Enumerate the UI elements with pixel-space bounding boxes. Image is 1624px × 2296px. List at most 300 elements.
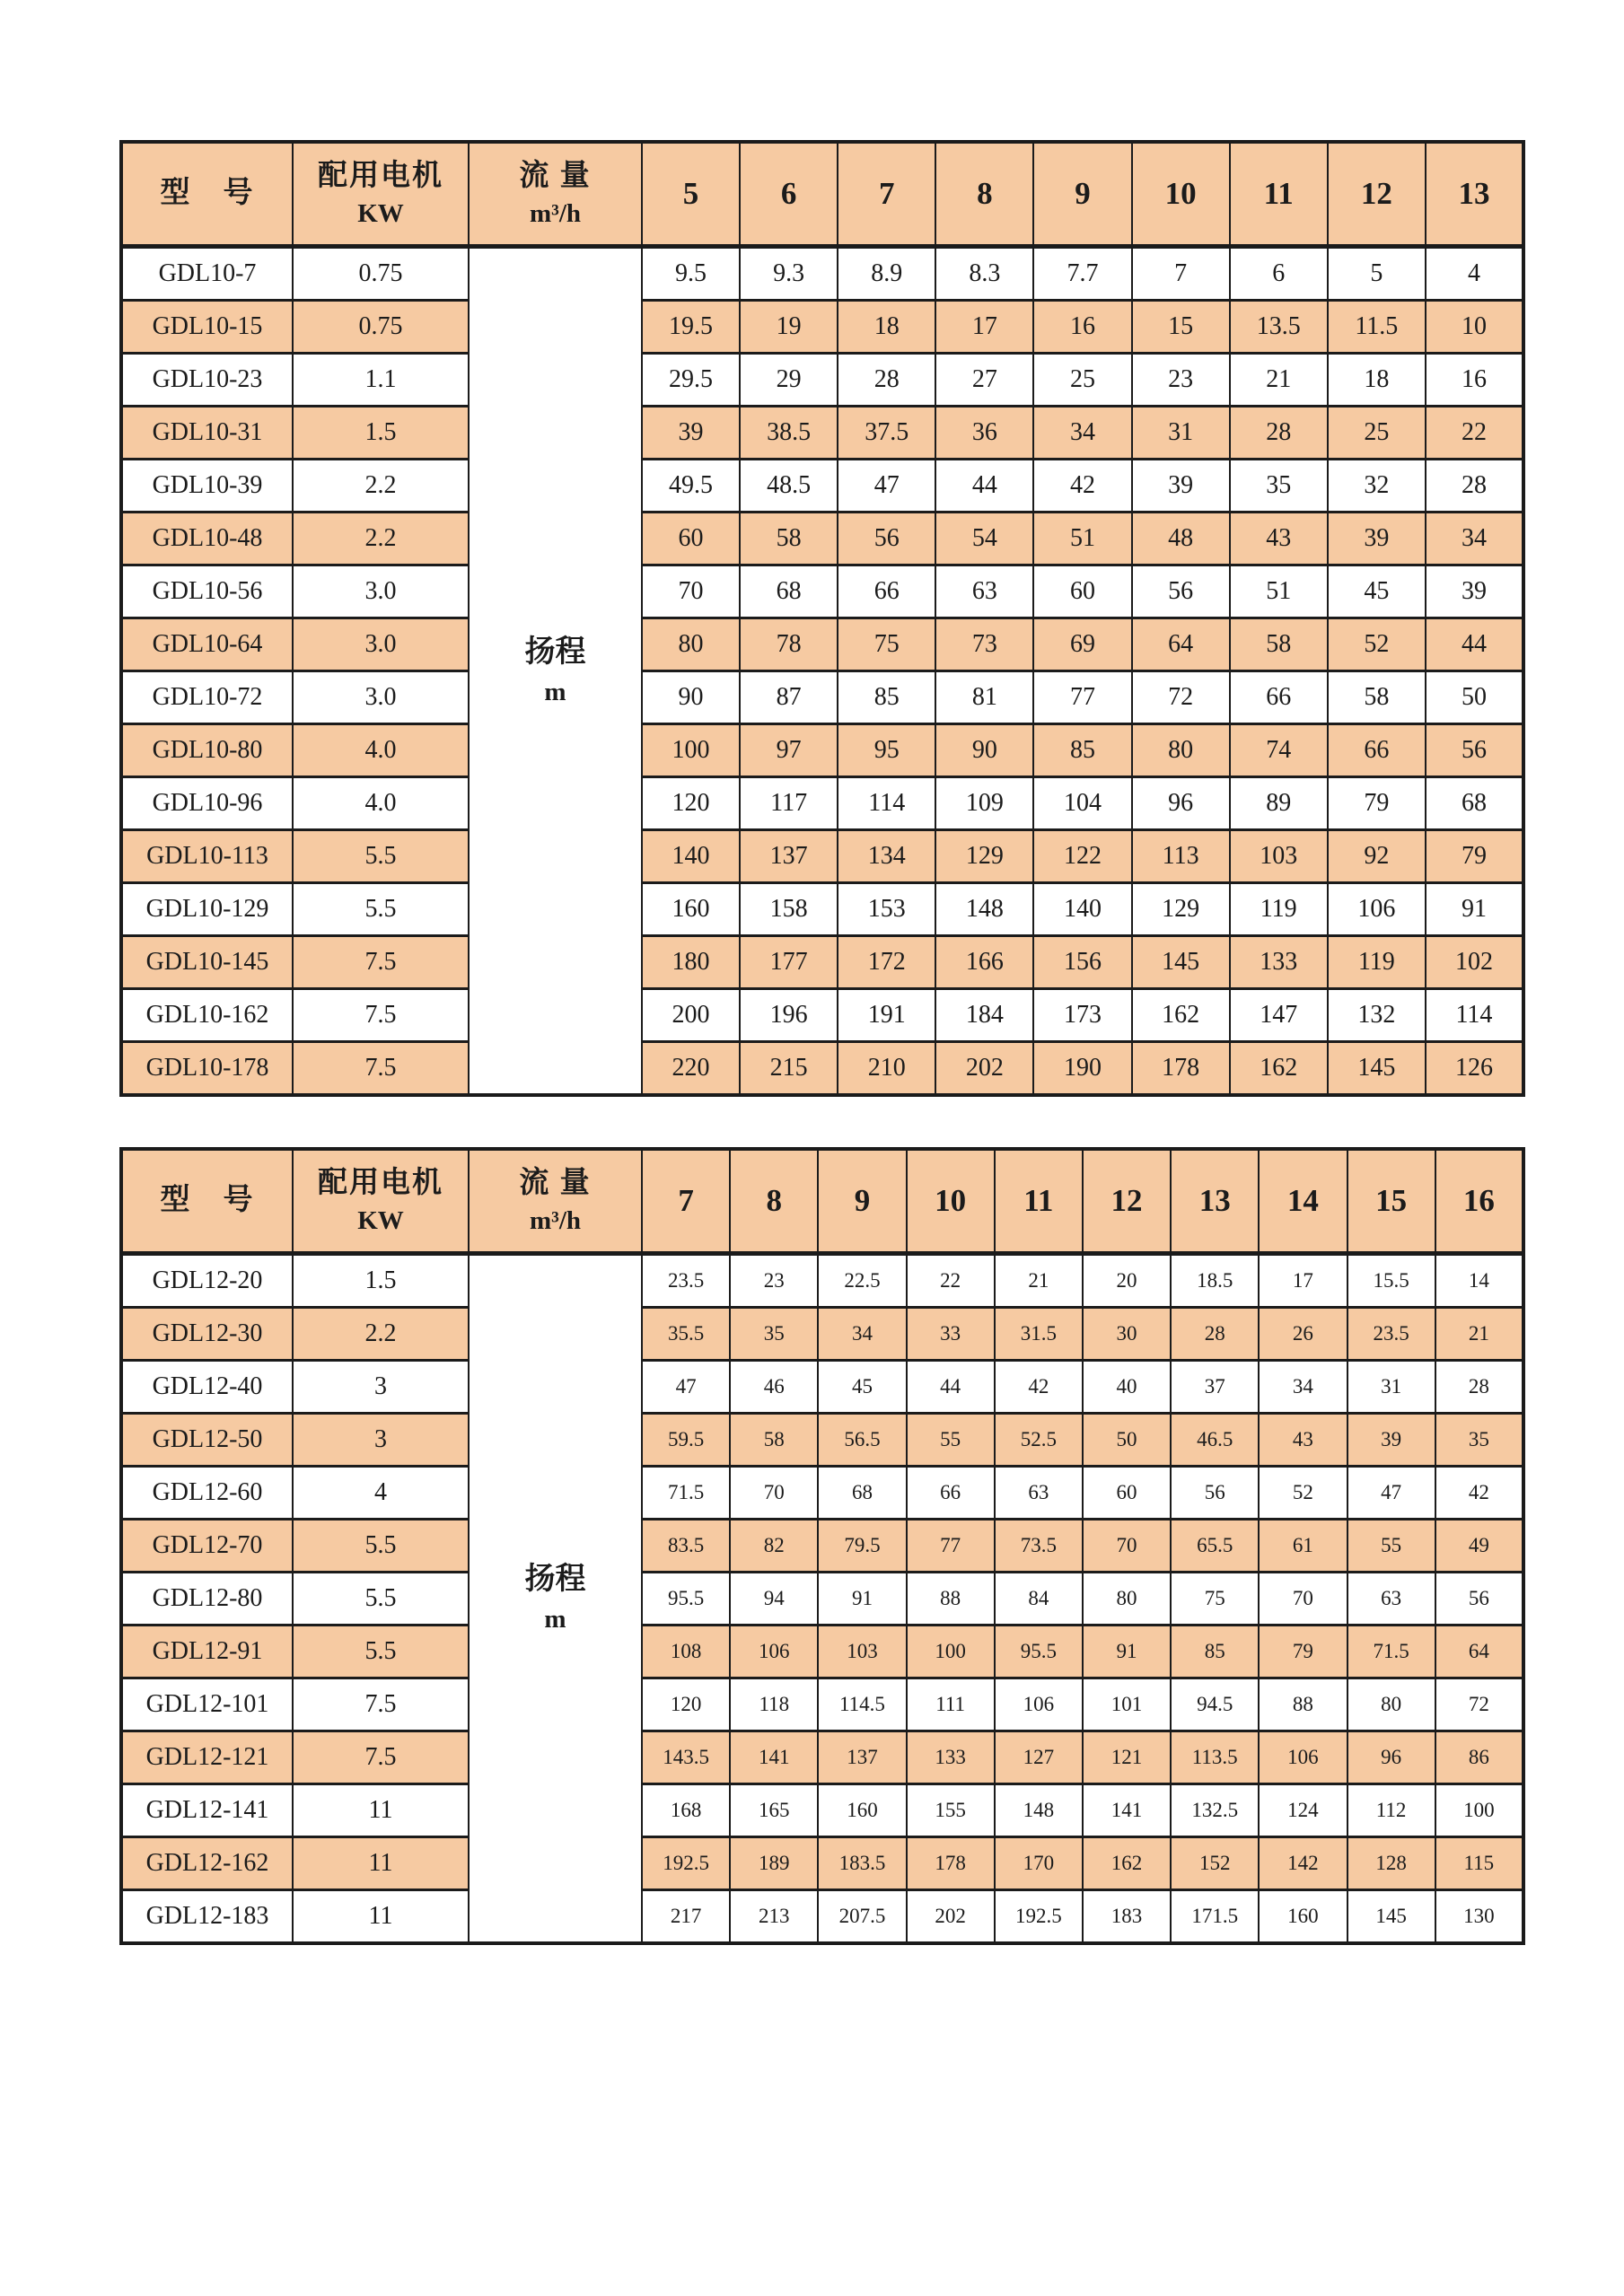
- flow-col-header: 12: [1083, 1149, 1171, 1254]
- value-cell: 10: [1426, 301, 1523, 354]
- value-cell: 61: [1259, 1520, 1347, 1573]
- value-cell: 90: [642, 671, 740, 724]
- table-row: [121, 1731, 1523, 1784]
- model-cell: GDL10-129: [121, 883, 293, 936]
- value-cell: 147: [1230, 989, 1328, 1042]
- value-cell: 17: [935, 301, 1033, 354]
- model-cell: GDL12-60: [121, 1467, 293, 1520]
- value-cell: 217: [642, 1890, 730, 1944]
- value-cell: 58: [1328, 671, 1426, 724]
- motor-header-cell: [293, 142, 469, 247]
- model-cell: GDL10-39: [121, 460, 293, 513]
- value-cell: 66: [907, 1467, 995, 1520]
- value-cell: 14: [1435, 1254, 1523, 1308]
- value-cell: 30: [1083, 1308, 1171, 1361]
- value-cell: 43: [1230, 513, 1328, 565]
- value-cell: 18.5: [1171, 1254, 1259, 1308]
- value-cell: 103: [1230, 830, 1328, 883]
- value-cell: 22: [1426, 407, 1523, 460]
- value-cell: 165: [730, 1784, 818, 1837]
- flow-col-header: 12: [1328, 142, 1426, 247]
- value-cell: 44: [935, 460, 1033, 513]
- value-cell: 18: [1328, 354, 1426, 407]
- value-cell: 162: [1132, 989, 1230, 1042]
- value-cell: 94.5: [1171, 1678, 1259, 1731]
- value-cell: 22.5: [818, 1254, 906, 1308]
- value-cell: 79: [1426, 830, 1523, 883]
- value-cell: 126: [1426, 1042, 1523, 1096]
- model-cell: GDL10-48: [121, 513, 293, 565]
- flow-header-label: 流 量: [519, 1166, 592, 1199]
- model-cell: GDL12-80: [121, 1573, 293, 1626]
- value-cell: 95.5: [995, 1626, 1083, 1678]
- value-cell: 160: [818, 1784, 906, 1837]
- value-cell: 39: [1347, 1414, 1435, 1467]
- value-cell: 60: [1033, 565, 1131, 618]
- value-cell: 162: [1230, 1042, 1328, 1096]
- value-cell: 28: [1435, 1361, 1523, 1414]
- header-row: [121, 1149, 1523, 1254]
- kw-cell: 5.5: [293, 1626, 469, 1678]
- kw-cell: 5.5: [293, 830, 469, 883]
- value-cell: 119: [1328, 936, 1426, 989]
- value-cell: 35: [1230, 460, 1328, 513]
- model-header-cell: [121, 1149, 293, 1254]
- value-cell: 88: [907, 1573, 995, 1626]
- model-cell: GDL10-145: [121, 936, 293, 989]
- table-row: [121, 1308, 1523, 1361]
- value-cell: 68: [818, 1467, 906, 1520]
- value-cell: 39: [1426, 565, 1523, 618]
- value-cell: 152: [1171, 1837, 1259, 1890]
- lift-label-line1: 扬程: [524, 635, 586, 669]
- value-cell: 127: [995, 1731, 1083, 1784]
- value-cell: 134: [838, 830, 935, 883]
- value-cell: 51: [1230, 565, 1328, 618]
- value-cell: 56.5: [818, 1414, 906, 1467]
- value-cell: 43: [1259, 1414, 1347, 1467]
- value-cell: 34: [1426, 513, 1523, 565]
- value-cell: 85: [1171, 1626, 1259, 1678]
- value-cell: 15: [1132, 301, 1230, 354]
- value-cell: 18: [838, 301, 935, 354]
- kw-cell: 1.5: [293, 1254, 469, 1308]
- value-cell: 58: [740, 513, 838, 565]
- model-cell: GDL10-178: [121, 1042, 293, 1096]
- value-cell: 49: [1435, 1520, 1523, 1573]
- kw-cell: 3: [293, 1361, 469, 1414]
- kw-cell: 1.1: [293, 354, 469, 407]
- value-cell: 25: [1033, 354, 1131, 407]
- kw-cell: 2.2: [293, 1308, 469, 1361]
- flow-col-header: 11: [995, 1149, 1083, 1254]
- kw-cell: 3: [293, 1414, 469, 1467]
- value-cell: 77: [1033, 671, 1131, 724]
- flow-col-header: 8: [730, 1149, 818, 1254]
- value-cell: 9.3: [740, 247, 838, 301]
- model-cell: GDL10-31: [121, 407, 293, 460]
- value-cell: 28: [1230, 407, 1328, 460]
- value-cell: 58: [1230, 618, 1328, 671]
- value-cell: 140: [1033, 883, 1131, 936]
- value-cell: 42: [1435, 1467, 1523, 1520]
- value-cell: 91: [818, 1573, 906, 1626]
- value-cell: 33: [907, 1308, 995, 1361]
- model-cell: GDL10-162: [121, 989, 293, 1042]
- model-header-cell: [121, 142, 293, 247]
- gdl10-spec-table: [119, 140, 1525, 1097]
- value-cell: 137: [740, 830, 838, 883]
- value-cell: 26: [1259, 1308, 1347, 1361]
- model-cell: GDL12-162: [121, 1837, 293, 1890]
- value-cell: 191: [838, 989, 935, 1042]
- kw-cell: 11: [293, 1890, 469, 1944]
- value-cell: 160: [1259, 1890, 1347, 1944]
- value-cell: 25: [1328, 407, 1426, 460]
- value-cell: 34: [818, 1308, 906, 1361]
- value-cell: 94: [730, 1573, 818, 1626]
- value-cell: 48.5: [740, 460, 838, 513]
- value-cell: 64: [1435, 1626, 1523, 1678]
- lift-label-cell: [469, 1254, 642, 1944]
- value-cell: 63: [935, 565, 1033, 618]
- value-cell: 82: [730, 1520, 818, 1573]
- kw-cell: 1.5: [293, 407, 469, 460]
- motor-header-unit: KW: [357, 1206, 404, 1236]
- value-cell: 83.5: [642, 1520, 730, 1573]
- value-cell: 73.5: [995, 1520, 1083, 1573]
- value-cell: 168: [642, 1784, 730, 1837]
- value-cell: 100: [1435, 1784, 1523, 1837]
- value-cell: 108: [642, 1626, 730, 1678]
- value-cell: 183.5: [818, 1837, 906, 1890]
- value-cell: 106: [730, 1626, 818, 1678]
- model-cell: GDL12-183: [121, 1890, 293, 1944]
- value-cell: 44: [907, 1361, 995, 1414]
- value-cell: 143.5: [642, 1731, 730, 1784]
- value-cell: 115: [1435, 1837, 1523, 1890]
- table-row: [121, 247, 1523, 301]
- value-cell: 129: [1132, 883, 1230, 936]
- value-cell: 166: [935, 936, 1033, 989]
- value-cell: 113.5: [1171, 1731, 1259, 1784]
- value-cell: 29.5: [642, 354, 740, 407]
- value-cell: 145: [1132, 936, 1230, 989]
- lift-label-line1: 扬程: [524, 1563, 586, 1597]
- value-cell: 90: [935, 724, 1033, 777]
- value-cell: 213: [730, 1890, 818, 1944]
- table-row: [121, 724, 1523, 777]
- value-cell: 21: [1230, 354, 1328, 407]
- value-cell: 89: [1230, 777, 1328, 830]
- value-cell: 133: [907, 1731, 995, 1784]
- model-cell: GDL10-23: [121, 354, 293, 407]
- value-cell: 31: [1347, 1361, 1435, 1414]
- value-cell: 55: [907, 1414, 995, 1467]
- value-cell: 40: [1083, 1361, 1171, 1414]
- value-cell: 106: [995, 1678, 1083, 1731]
- value-cell: 189: [730, 1837, 818, 1890]
- value-cell: 52: [1328, 618, 1426, 671]
- value-cell: 114: [1426, 989, 1523, 1042]
- value-cell: 133: [1230, 936, 1328, 989]
- table-row: [121, 354, 1523, 407]
- value-cell: 117: [740, 777, 838, 830]
- value-cell: 202: [907, 1890, 995, 1944]
- model-cell: GDL12-141: [121, 1784, 293, 1837]
- value-cell: 113: [1132, 830, 1230, 883]
- value-cell: 78: [740, 618, 838, 671]
- value-cell: 13.5: [1230, 301, 1328, 354]
- model-cell: GDL10-64: [121, 618, 293, 671]
- table-row: [121, 830, 1523, 883]
- kw-cell: 7.5: [293, 936, 469, 989]
- value-cell: 91: [1426, 883, 1523, 936]
- value-cell: 80: [1132, 724, 1230, 777]
- value-cell: 34: [1259, 1361, 1347, 1414]
- motor-header-unit: KW: [357, 199, 404, 229]
- value-cell: 156: [1033, 936, 1131, 989]
- value-cell: 210: [838, 1042, 935, 1096]
- value-cell: 37: [1171, 1361, 1259, 1414]
- value-cell: 46.5: [1171, 1414, 1259, 1467]
- flow-col-header: 10: [907, 1149, 995, 1254]
- value-cell: 23.5: [642, 1254, 730, 1308]
- value-cell: 9.5: [642, 247, 740, 301]
- value-cell: 42: [995, 1361, 1083, 1414]
- value-cell: 77: [907, 1520, 995, 1573]
- flow-col-header: 11: [1230, 142, 1328, 247]
- kw-cell: 11: [293, 1784, 469, 1837]
- value-cell: 72: [1435, 1678, 1523, 1731]
- value-cell: 81: [935, 671, 1033, 724]
- value-cell: 88: [1259, 1678, 1347, 1731]
- value-cell: 5: [1328, 247, 1426, 301]
- value-cell: 87: [740, 671, 838, 724]
- value-cell: 173: [1033, 989, 1131, 1042]
- value-cell: 180: [642, 936, 740, 989]
- value-cell: 39: [642, 407, 740, 460]
- kw-cell: 5.5: [293, 1573, 469, 1626]
- kw-cell: 5.5: [293, 1520, 469, 1573]
- value-cell: 17: [1259, 1254, 1347, 1308]
- value-cell: 71.5: [642, 1467, 730, 1520]
- value-cell: 63: [1347, 1573, 1435, 1626]
- value-cell: 56: [1435, 1573, 1523, 1626]
- value-cell: 85: [1033, 724, 1131, 777]
- value-cell: 70: [1259, 1573, 1347, 1626]
- flow-col-header: 6: [740, 142, 838, 247]
- value-cell: 19.5: [642, 301, 740, 354]
- motor-header-cell: [293, 1149, 469, 1254]
- kw-cell: 3.0: [293, 565, 469, 618]
- kw-cell: 3.0: [293, 618, 469, 671]
- value-cell: 142: [1259, 1837, 1347, 1890]
- value-cell: 8.3: [935, 247, 1033, 301]
- value-cell: 38.5: [740, 407, 838, 460]
- flow-header-unit: m³/h: [529, 199, 582, 229]
- value-cell: 153: [838, 883, 935, 936]
- value-cell: 121: [1083, 1731, 1171, 1784]
- motor-header-label: 配用电机: [318, 1166, 443, 1199]
- value-cell: 79: [1259, 1626, 1347, 1678]
- value-cell: 190: [1033, 1042, 1131, 1096]
- value-cell: 21: [1435, 1308, 1523, 1361]
- model-header-label: 型 号: [160, 1184, 255, 1217]
- kw-cell: 3.0: [293, 671, 469, 724]
- value-cell: 55: [1347, 1520, 1435, 1573]
- value-cell: 80: [1347, 1678, 1435, 1731]
- value-cell: 39: [1328, 513, 1426, 565]
- flow-col-header: 9: [818, 1149, 906, 1254]
- motor-header-label: 配用电机: [318, 159, 443, 192]
- value-cell: 22: [907, 1254, 995, 1308]
- value-cell: 21: [995, 1254, 1083, 1308]
- flow-header-cell: [469, 1149, 642, 1254]
- value-cell: 32: [1328, 460, 1426, 513]
- value-cell: 16: [1033, 301, 1131, 354]
- flow-col-header: 7: [642, 1149, 730, 1254]
- value-cell: 64: [1132, 618, 1230, 671]
- value-cell: 35.5: [642, 1308, 730, 1361]
- table-row: [121, 883, 1523, 936]
- value-cell: 16: [1426, 354, 1523, 407]
- value-cell: 170: [995, 1837, 1083, 1890]
- value-cell: 137: [818, 1731, 906, 1784]
- lift-label-line2: m: [544, 677, 566, 706]
- model-cell: GDL10-15: [121, 301, 293, 354]
- kw-cell: 5.5: [293, 883, 469, 936]
- value-cell: 20: [1083, 1254, 1171, 1308]
- value-cell: 74: [1230, 724, 1328, 777]
- value-cell: 8.9: [838, 247, 935, 301]
- value-cell: 44: [1426, 618, 1523, 671]
- value-cell: 70: [642, 565, 740, 618]
- value-cell: 119: [1230, 883, 1328, 936]
- value-cell: 47: [1347, 1467, 1435, 1520]
- value-cell: 120: [642, 1678, 730, 1731]
- kw-cell: 7.5: [293, 1042, 469, 1096]
- value-cell: 70: [730, 1467, 818, 1520]
- table-row: [121, 1573, 1523, 1626]
- model-cell: GDL12-91: [121, 1626, 293, 1678]
- value-cell: 114.5: [818, 1678, 906, 1731]
- value-cell: 29: [740, 354, 838, 407]
- value-cell: 111: [907, 1678, 995, 1731]
- value-cell: 28: [838, 354, 935, 407]
- value-cell: 35: [1435, 1414, 1523, 1467]
- model-cell: GDL10-7: [121, 247, 293, 301]
- value-cell: 50: [1083, 1414, 1171, 1467]
- kw-cell: 7.5: [293, 1678, 469, 1731]
- value-cell: 128: [1347, 1837, 1435, 1890]
- value-cell: 75: [838, 618, 935, 671]
- value-cell: 132: [1328, 989, 1426, 1042]
- kw-cell: 0.75: [293, 247, 469, 301]
- kw-cell: 7.5: [293, 1731, 469, 1784]
- value-cell: 200: [642, 989, 740, 1042]
- model-cell: GDL12-101: [121, 1678, 293, 1731]
- value-cell: 145: [1328, 1042, 1426, 1096]
- value-cell: 148: [935, 883, 1033, 936]
- value-cell: 162: [1083, 1837, 1171, 1890]
- value-cell: 95: [838, 724, 935, 777]
- value-cell: 141: [1083, 1784, 1171, 1837]
- table-row: [121, 1890, 1523, 1944]
- table-row: [121, 301, 1523, 354]
- value-cell: 177: [740, 936, 838, 989]
- value-cell: 102: [1426, 936, 1523, 989]
- value-cell: 56: [1171, 1467, 1259, 1520]
- value-cell: 50: [1426, 671, 1523, 724]
- value-cell: 31.5: [995, 1308, 1083, 1361]
- value-cell: 42: [1033, 460, 1131, 513]
- value-cell: 56: [1132, 565, 1230, 618]
- model-cell: GDL10-56: [121, 565, 293, 618]
- value-cell: 130: [1435, 1890, 1523, 1944]
- flow-col-header: 14: [1259, 1149, 1347, 1254]
- flow-col-header: 13: [1426, 142, 1523, 247]
- model-cell: GDL12-30: [121, 1308, 293, 1361]
- value-cell: 202: [935, 1042, 1033, 1096]
- value-cell: 85: [838, 671, 935, 724]
- value-cell: 72: [1132, 671, 1230, 724]
- model-header-label: 型 号: [160, 177, 255, 210]
- model-cell: GDL10-80: [121, 724, 293, 777]
- value-cell: 23.5: [1347, 1308, 1435, 1361]
- kw-cell: 4.0: [293, 777, 469, 830]
- value-cell: 39: [1132, 460, 1230, 513]
- value-cell: 31: [1132, 407, 1230, 460]
- value-cell: 100: [907, 1626, 995, 1678]
- value-cell: 172: [838, 936, 935, 989]
- value-cell: 192.5: [995, 1890, 1083, 1944]
- model-cell: GDL10-113: [121, 830, 293, 883]
- value-cell: 91: [1083, 1626, 1171, 1678]
- flow-header-label: 流 量: [519, 159, 592, 192]
- table-row: [121, 1626, 1523, 1678]
- value-cell: 70: [1083, 1520, 1171, 1573]
- value-cell: 23: [730, 1254, 818, 1308]
- value-cell: 196: [740, 989, 838, 1042]
- value-cell: 160: [642, 883, 740, 936]
- value-cell: 46: [730, 1361, 818, 1414]
- value-cell: 178: [907, 1837, 995, 1890]
- model-cell: GDL12-40: [121, 1361, 293, 1414]
- model-cell: GDL12-50: [121, 1414, 293, 1467]
- value-cell: 215: [740, 1042, 838, 1096]
- value-cell: 66: [1328, 724, 1426, 777]
- value-cell: 11.5: [1328, 301, 1426, 354]
- value-cell: 52: [1259, 1467, 1347, 1520]
- table-row: [121, 1837, 1523, 1890]
- value-cell: 178: [1132, 1042, 1230, 1096]
- flow-col-header: 16: [1435, 1149, 1523, 1254]
- value-cell: 92: [1328, 830, 1426, 883]
- value-cell: 141: [730, 1731, 818, 1784]
- value-cell: 35: [730, 1308, 818, 1361]
- value-cell: 97: [740, 724, 838, 777]
- value-cell: 103: [818, 1626, 906, 1678]
- value-cell: 140: [642, 830, 740, 883]
- value-cell: 124: [1259, 1784, 1347, 1837]
- value-cell: 220: [642, 1042, 740, 1096]
- table-row: [121, 1254, 1523, 1308]
- value-cell: 207.5: [818, 1890, 906, 1944]
- value-cell: 80: [642, 618, 740, 671]
- value-cell: 101: [1083, 1678, 1171, 1731]
- value-cell: 56: [1426, 724, 1523, 777]
